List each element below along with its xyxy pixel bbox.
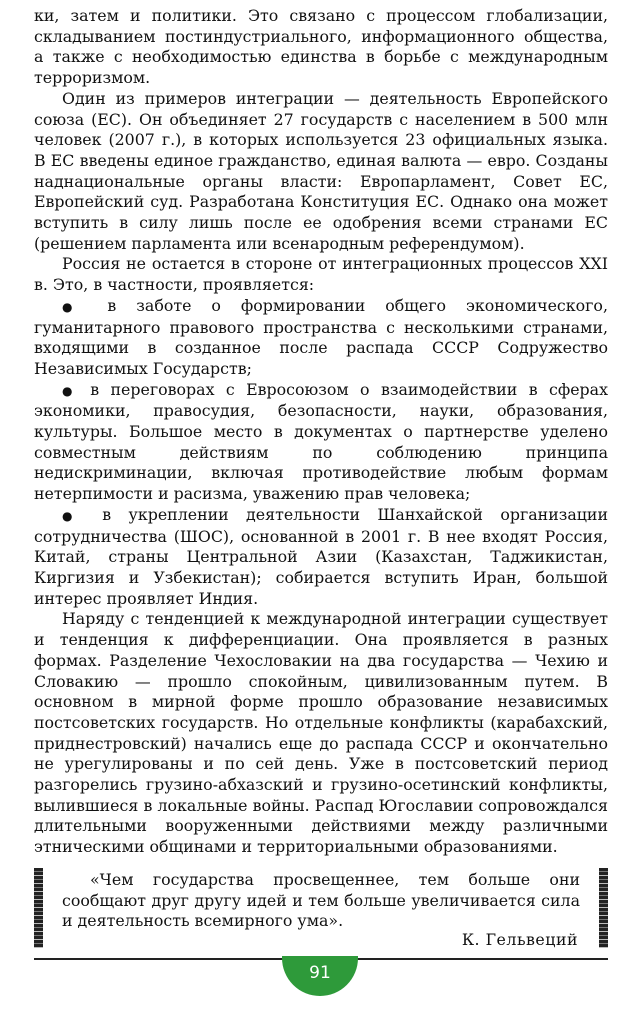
quote-bar-right-icon	[599, 868, 608, 948]
paragraph-globalization: ки, затем и политики. Это связано с процессом глобализации, складыванием постиндустриального, информационного общества, а также с необходимостью единства в борьбе с международным терроризмом.	[34, 6, 608, 88]
bullet-text: в укреплении деятельности Шанхайской организации сотрудничества (ШОС), основанной в 2001 г. В нее входят Россия, Китай, страны Центральной Азии (Казахстан, Таджикистан, Киргизия и Узбекистан); собирается вступить Иран, большой интерес проявляет Индия.	[34, 504, 608, 608]
bullet-icon: ●	[62, 508, 85, 523]
paragraph-russia: Россия не остается в стороне от интеграционных процессов XXI в. Это, в частности, проявляется:	[34, 254, 608, 295]
paragraph-differentiation: Наряду с тенденцией к международной интеграции существует и тенденция к дифференциации. Она проявляется в разных формах. Разделение Чехословакии на два государства — Чехию и Словакию — прошло спокойным, цивилизованным путем. В основном в мирной форме прошло образование независимых постсоветских государств. Но отдельные конфликты (карабахский, приднестровский) начались еще до распада СССР и окончательно не урегулированы и по сей день. Уже в постсоветский период разгорелись грузино-абхазский и грузино-осетинский конфликты, вылившиеся в локальные войны. Распад Югославии сопровождался длительными вооруженными действиями между различными этническими общинами и территориальными образованиями.	[34, 609, 608, 857]
bullet-item-cis	[34, 296, 608, 380]
quote-bar-left-icon	[34, 868, 43, 948]
bullet-item-eu-talks	[34, 380, 608, 505]
page-number: 91	[282, 956, 358, 996]
bullet-icon: ●	[62, 299, 88, 314]
quote-author: К. Гельвеций	[461, 930, 578, 949]
bullet-item-sco	[34, 505, 608, 610]
quote-block	[34, 866, 608, 950]
body-text	[34, 6, 608, 858]
bullet-text: в заботе о формировании общего экономического, гуманитарного правового пространства с несколькими странами, входящими в созданное после распада СССР Содружество Независимых Государств;	[34, 295, 608, 378]
paragraph-eu: Один из примеров интеграции — деятельность Европейского союза (ЕС). Он объединяет 27 государств с населением в 500 млн человек (2007 г.), в которых используется 23 официальных языка. В ЕС введены единое гражданство, единая валюта — евро. Созданы наднациональные органы власти: Европарламент, Совет ЕС, Европейский суд. Разработана Конституция ЕС. Однако она может вступить в силу лишь после ее одобрения всеми странами ЕС (решением парламента или всенародным референдумом).	[34, 88, 608, 253]
bullet-text: в переговорах с Евросоюзом о взаимодействии в сферах экономики, правосудия, безопасности, науки, образования, культуры. Большое место в документах о партнерстве уделено совместным действиям по соблюдению принципа недискриминации, включая противодействие любым формам нетерпимости и расизма, уважению прав человека;	[34, 379, 608, 504]
bullet-icon: ●	[62, 383, 79, 398]
quote-text: «Чем государства просвещеннее, тем больше они сообщают друг другу идей и тем больше увеличивается сила и деятельность всемирного ума».	[62, 870, 580, 931]
